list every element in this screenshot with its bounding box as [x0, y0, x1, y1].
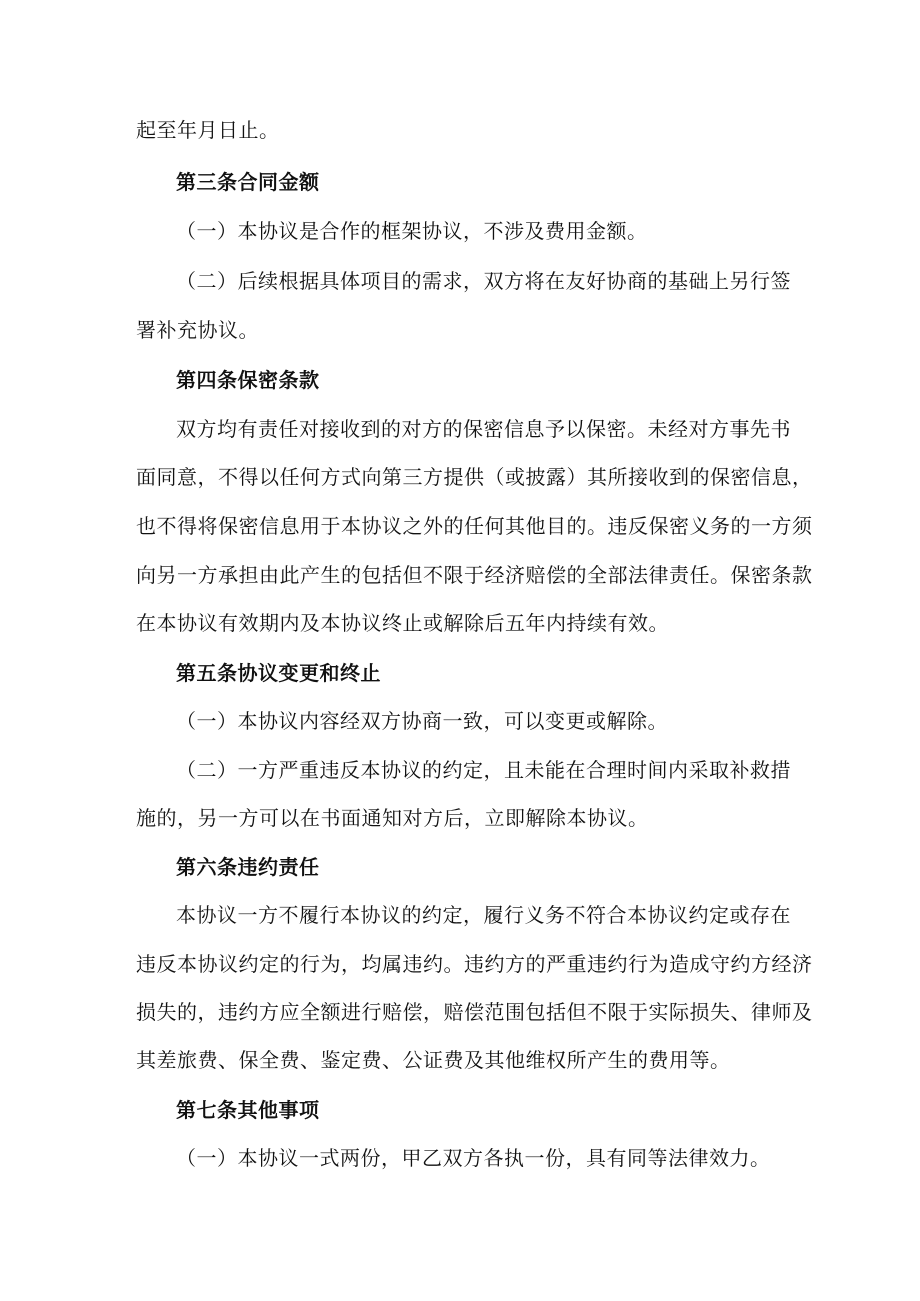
body-text-line: 施的，另一方可以在书面通知对方后，立即解除本协议。 — [136, 806, 649, 830]
body-text-line: （一）本协议是合作的框架协议，不涉及费用金额。 — [176, 219, 648, 243]
body-text-line: 双方均有责任对接收到的对方的保密信息予以保密。未经对方事先书 — [176, 417, 791, 441]
body-text-line: 向另一方承担由此产生的包括但不限于经济赔偿的全部法律责任。保密条款 — [136, 563, 813, 587]
body-text-line: 损失的，违约方应全额进行赔偿，赔偿范围包括但不限于实际损失、律师及 — [136, 1000, 813, 1024]
body-text-line: （一）本协议内容经双方协商一致，可以变更或解除。 — [176, 709, 668, 733]
section-heading-article-4: 第四条保密条款 — [176, 368, 320, 392]
body-text-line: 其差旅费、保全费、鉴定费、公证费及其他维权所产生的费用等。 — [136, 1048, 731, 1072]
section-heading-article-5: 第五条协议变更和终止 — [176, 661, 381, 685]
body-text-line: 面同意，不得以任何方式向第三方提供（或披露）其所接收到的保密信息， — [136, 465, 813, 489]
body-text-line: 本协议一方不履行本协议的约定，履行义务不符合本协议约定或存在 — [176, 903, 791, 927]
body-text-line: 在本协议有效期内及本协议终止或解除后五年内持续有效。 — [136, 611, 669, 635]
section-heading-article-3: 第三条合同金额 — [176, 170, 320, 194]
body-text-line: （二）一方严重违反本协议的约定，且未能在合理时间内采取补救措 — [176, 758, 791, 782]
body-text-line: 违反本协议约定的行为，均属违约。违约方的严重违约行为造成守约方经济 — [136, 952, 813, 976]
body-text-line: 也不得将保密信息用于本协议之外的任何其他目的。违反保密义务的一方须 — [136, 514, 813, 538]
section-heading-article-7: 第七条其他事项 — [176, 1098, 320, 1122]
body-text-line: （二）后续根据具体项目的需求，双方将在友好协商的基础上另行签 — [176, 269, 791, 293]
body-text-line: 署补充协议。 — [136, 318, 259, 342]
body-text-line: 起至年月日止。 — [136, 118, 280, 142]
body-text-line: （一）本协议一式两份，甲乙双方各执一份，具有同等法律效力。 — [176, 1146, 771, 1170]
section-heading-article-6: 第六条违约责任 — [176, 855, 320, 879]
